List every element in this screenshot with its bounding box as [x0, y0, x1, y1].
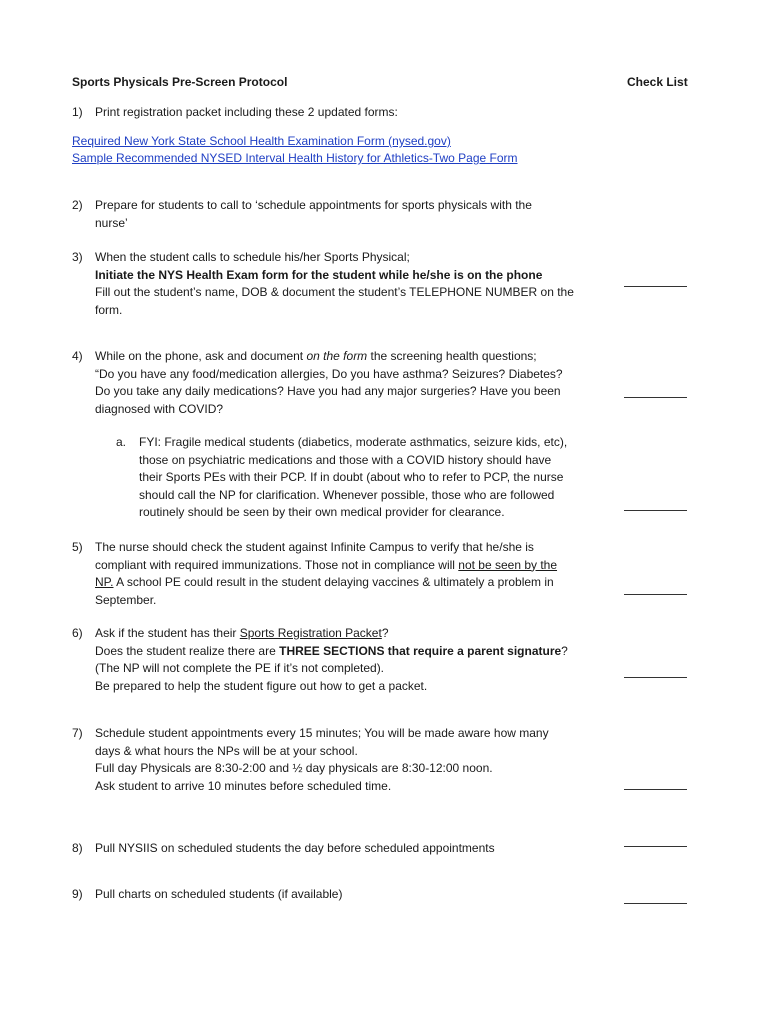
bold-instruction: Initiate the NYS Health Exam form for the student while he/she is on the phone — [95, 267, 543, 282]
item-number: 8) — [72, 841, 83, 855]
item-2-text: Prepare for students to call to ‘schedule appointments for sports physicals with the nurse’ — [95, 198, 532, 230]
item-number: 1) — [72, 105, 83, 119]
item-4a-text: FYI: Fragile medical students (diabetics, moderate asthmatics, seizure kids, etc), those on psychiatric medications and those with a COVID history should have their Sports PEs with their PCP. If in doubt (about who to refer to PCP, the nurse should call the NP for clarification. Whenever possible, those who are followed routinely should be seen by their own medical provider for clearance. — [139, 435, 568, 519]
checklist-blank[interactable] — [624, 903, 687, 904]
item-5-text: The nurse should check the student against Infinite Campus to verify that he/she is compliant with required immunizations. Those not in compliance will not be seen by the NP. A school PE could result in the student delaying vaccines & ultimately a problem in September. — [95, 540, 558, 607]
checklist-blank[interactable] — [624, 677, 687, 678]
sub-item-letter: a. — [116, 435, 127, 449]
item-number: 3) — [72, 250, 83, 264]
checklist-blank[interactable] — [624, 594, 687, 595]
item-number: 7) — [72, 726, 83, 740]
interval-health-history-link[interactable]: Sample Recommended NYSED Interval Health History for Athletics-Two Page Form — [72, 151, 518, 165]
checklist-blank[interactable] — [624, 397, 687, 398]
nys-health-exam-form-link[interactable]: Required New York State School Health Examination Form (nysed.gov) — [72, 134, 451, 148]
item-number: 9) — [72, 887, 83, 901]
item-3-text: When the student calls to schedule his/her Sports Physical; Initiate the NYS Health Exam form for the student while he/she is on the phone Fill out the student’s name, DOB & document the student’s TELEPHONE NUMBER on the form. — [95, 249, 600, 319]
item-4-text: While on the phone, ask and document on the form the screening health questions; “Do you have any food/medication allergies, Do you have asthma? Seizures? Diabetes? Do you take any daily medications? Have you had any major surgeries? Have you been diagnosed with COVID? — [95, 349, 563, 416]
item-9-text: Pull charts on scheduled students (if available) — [95, 887, 343, 901]
item-number: 4) — [72, 349, 83, 363]
item-8-text: Pull NYSIIS on scheduled students the day before scheduled appointments — [95, 841, 495, 855]
page-title: Sports Physicals Pre-Screen Protocol — [72, 75, 288, 89]
item-6-text: Ask if the student has their Sports Registration Packet? Does the student realize there are THREE SECTIONS that require a parent signature? (The NP will not complete the PE if it’s not completed). Be prepared to help the student figure out how to get a packet. — [95, 626, 568, 693]
checklist-blank[interactable] — [624, 789, 687, 790]
item-7-text: Schedule student appointments every 15 minutes; You will be made aware how many days & what hours the NPs will be at your school. Full day Physicals are 8:30-2:00 and ½ day physicals are 8:30-12:00 noon. Ask student to arrive 10 minutes before scheduled time. — [95, 726, 549, 793]
checklist-heading: Check List — [627, 75, 688, 89]
item-number: 2) — [72, 198, 83, 212]
checklist-blank[interactable] — [624, 846, 687, 847]
item-1-text: Print registration packet including these 2 updated forms: — [95, 105, 398, 119]
checklist-blank[interactable] — [624, 510, 687, 511]
item-number: 5) — [72, 540, 83, 554]
item-number: 6) — [72, 626, 83, 640]
checklist-blank[interactable] — [624, 286, 687, 287]
